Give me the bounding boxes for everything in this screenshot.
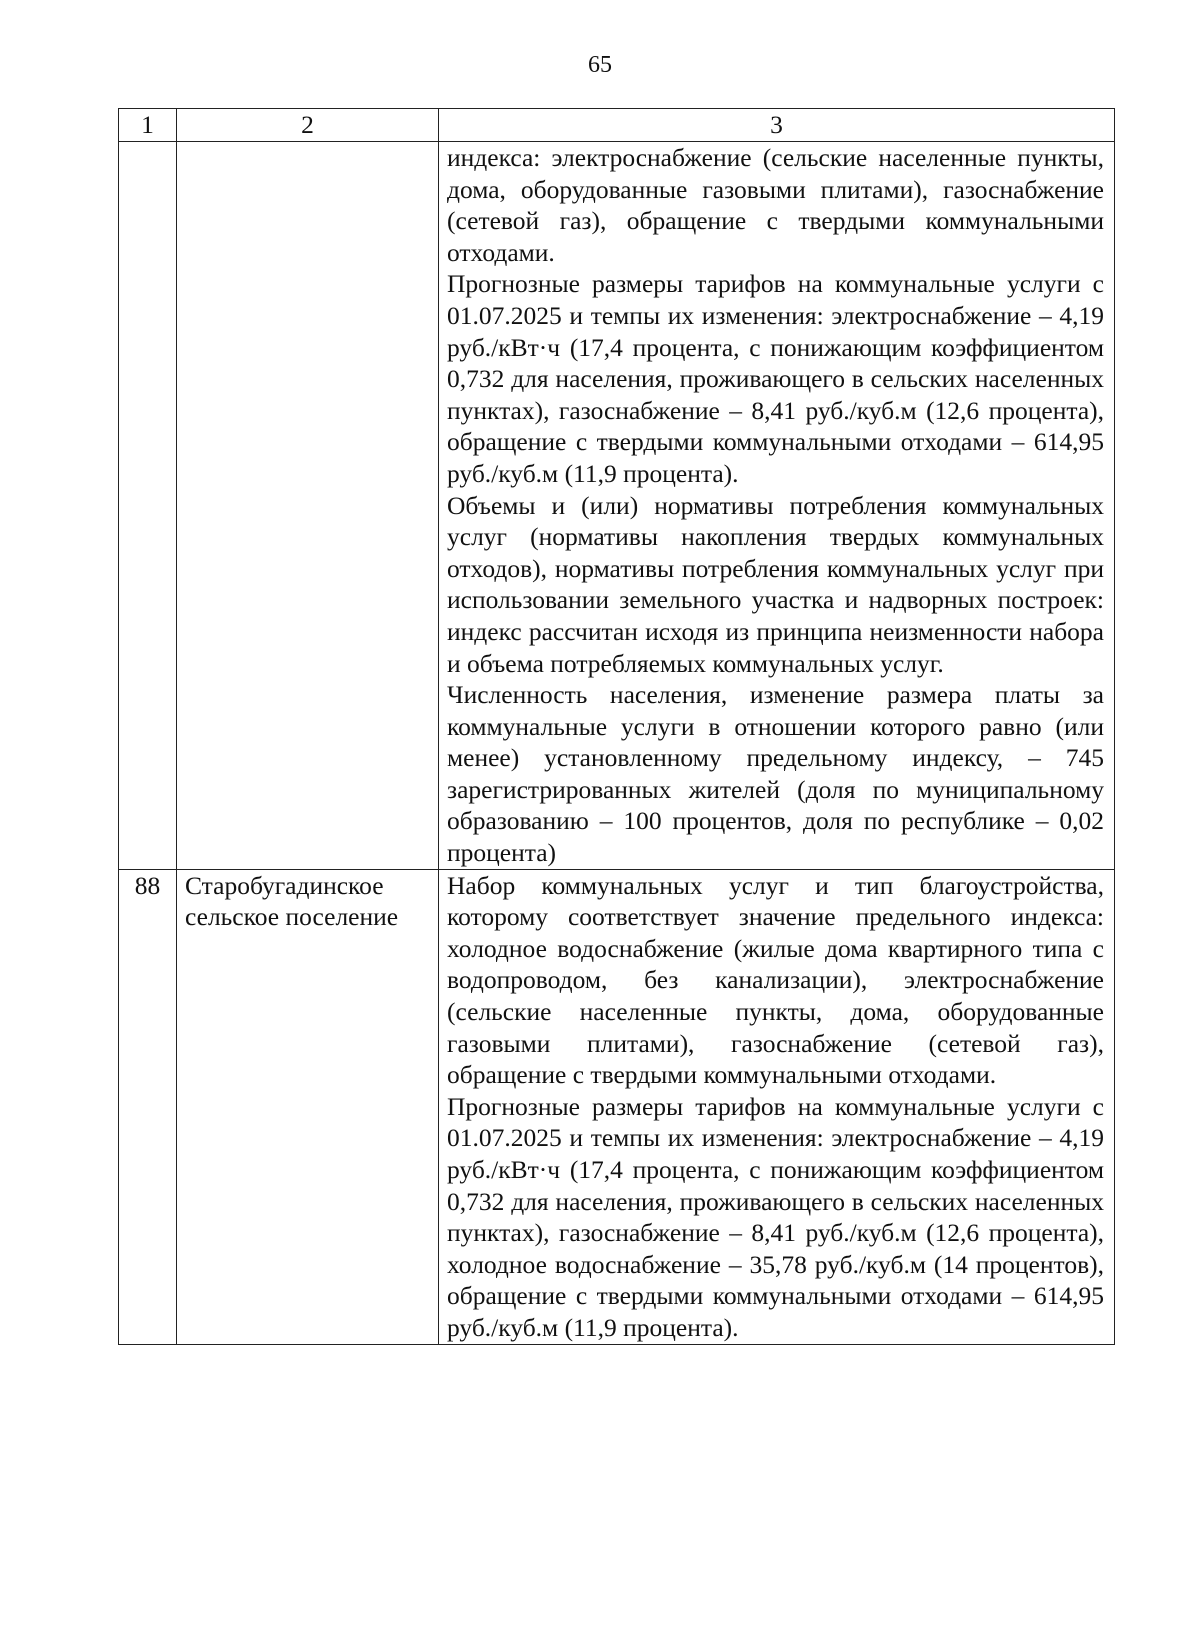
settlement-name: [177, 142, 439, 870]
column-header-2: 2: [177, 109, 439, 142]
paragraph-tariffs: Прогнозные размеры тарифов на коммунальные услуги с 01.07.2025 и темпы их изменения: электроснабжение – 4,19 руб./кВт·ч (17,4 процента, с понижающим коэффициентом 0,732 для населения, проживающего в сельских населенных пунктах), газоснабжение – 8,41 руб./куб.м (12,6 процента), обращение с твердыми коммунальными отходами – 614,95 руб./куб.м (11,9 процента).: [447, 269, 1104, 488]
table-header-row: [119, 109, 1115, 142]
page-number: 65: [588, 52, 612, 78]
settlement-name: Старобугадинское сельское поселение: [177, 869, 439, 1344]
table-row: [119, 142, 1115, 870]
paragraph-index-services: Набор коммунальных услуг и тип благоустройства, которому соответствует значение предельного индекса: холодное водоснабжение (жилые дома квартирного типа с водопроводом, без канализации), электроснабжение (сельские населенные пункты, дома, оборудованные газовыми плитами), газоснабжение (сетевой газ), обращение с твердыми коммунальными отходами.: [447, 870, 1104, 1090]
row-description: [439, 142, 1115, 870]
paragraph-tariffs: Прогнозные размеры тарифов на коммунальные услуги с 01.07.2025 и темпы их изменения: электроснабжение – 4,19 руб./кВт·ч (17,4 процента, с понижающим коэффициентом 0,732 для населения, проживающего в сельских населенных пунктах), газоснабжение – 8,41 руб./куб.м (12,6 процента), холодное водоснабжение – 35,78 руб./куб.м (14 процентов), обращение с твердыми коммунальными отходами – 614,95 руб./куб.м (11,9 процента).: [447, 1091, 1104, 1342]
row-description: [439, 869, 1115, 1344]
column-header-3: 3: [439, 109, 1115, 142]
paragraph-volumes: Объемы и (или) нормативы потребления коммунальных услуг (нормативы накопления твердых коммунальных отходов), нормативы потребления коммунальных услуг при использовании земельного участка и надворных построек: индекс рассчитан исходя из принципа неизменности набора и объема потребляемых коммунальных услуг.: [447, 490, 1104, 678]
column-header-1: 1: [119, 109, 177, 142]
paragraph-index-services: индекса: электроснабжение (сельские населенные пункты, дома, оборудованные газовыми плитами), газоснабжение (сетевой газ), обращение с твердыми коммунальными отходами.: [447, 143, 1104, 267]
row-number: [119, 142, 177, 870]
table-row: [119, 869, 1115, 1344]
paragraph-population: Численность населения, изменение размера платы за коммунальные услуги в отношении которого равно (или менее) установленному предельному индексу, – 745 зарегистрированных жителей (доля по муниципальному образованию – 100 процентов, доля по республике – 0,02 процента): [447, 680, 1104, 868]
tariff-table: [118, 108, 1115, 1345]
row-number: 88: [119, 869, 177, 1344]
